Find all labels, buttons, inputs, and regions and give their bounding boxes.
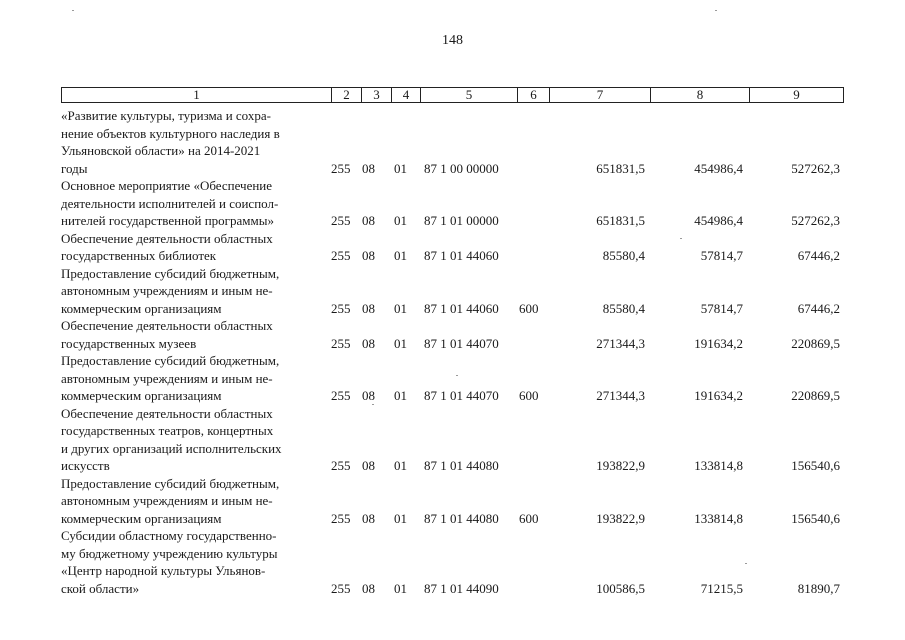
cell-col-3: 08	[362, 580, 375, 596]
header-col-5: 5	[421, 88, 518, 102]
cell-col-6: 600	[519, 510, 539, 526]
row-description	[61, 177, 323, 230]
cell-col-5: 87 1 01 00000	[424, 213, 499, 228]
cell-col-9: 527262,3	[791, 213, 840, 228]
cell-col-8: 57814,7	[700, 248, 743, 263]
description-line: годы	[61, 160, 88, 176]
row-description	[61, 405, 323, 475]
description-line: Обеспечение деятельности областных	[61, 405, 273, 421]
scan-speck	[372, 404, 374, 405]
cell-col-7: 651831,5	[596, 160, 645, 176]
header-col-4: 4	[392, 88, 421, 102]
cell-col-8: 57814,7	[700, 300, 743, 316]
header-col-9: 9	[793, 87, 800, 102]
cell-col-9: 527262,3	[791, 160, 840, 176]
cell-col-7: 193822,9	[596, 510, 645, 526]
cell-col-7: 271344,3	[596, 335, 645, 351]
cell-col-9: 156540,6	[791, 510, 840, 526]
cell-col-9: 220869,5	[791, 335, 840, 351]
description-line: нение объектов культурного наследия в	[61, 125, 280, 141]
cell-col-9: 81890,7	[797, 580, 840, 596]
cell-col-2: 255	[331, 213, 351, 228]
description-line: «Центр народной культуры Ульянов-	[61, 563, 266, 578]
header-col-3: 3	[362, 88, 392, 102]
table-row	[0, 317, 905, 352]
cell-col-5: 87 1 00 00000	[424, 160, 499, 176]
table-row	[0, 352, 905, 405]
cell-col-7: 85580,4	[602, 248, 645, 263]
cell-col-3: 08	[362, 510, 375, 526]
description-line: Обеспечение деятельности областных	[61, 230, 273, 246]
cell-col-4: 01	[394, 160, 407, 176]
page-number: 148	[442, 33, 463, 48]
header-col-6: 6	[518, 88, 550, 102]
cell-col-3: 08	[362, 160, 375, 176]
cell-col-5: 87 1 01 44070	[424, 335, 499, 351]
row-description	[61, 230, 323, 265]
cell-col-9: 67446,2	[797, 300, 840, 316]
cell-col-2: 255	[331, 510, 351, 526]
cell-col-4: 01	[394, 335, 407, 351]
description-line: Субсидии областному государственно-	[61, 528, 277, 543]
cell-col-3: 08	[362, 388, 375, 403]
description-line: Предоставление субсидий бюджетным,	[61, 353, 280, 368]
scan-speck	[456, 375, 458, 376]
cell-col-3: 08	[362, 458, 375, 473]
description-line: автономным учреждениям и иным не-	[61, 370, 273, 386]
cell-col-8: 191634,2	[694, 388, 743, 403]
description-line: коммерческим организациям	[61, 510, 222, 526]
row-description	[61, 527, 323, 597]
row-description	[61, 265, 323, 318]
cell-col-8: 133814,8	[694, 458, 743, 473]
header-col-7: 7	[550, 88, 651, 102]
table-row	[0, 107, 905, 177]
cell-col-5: 87 1 01 44070	[424, 388, 499, 403]
cell-col-2: 255	[331, 335, 351, 351]
cell-col-4: 01	[394, 248, 407, 263]
cell-col-6: 600	[519, 300, 539, 316]
cell-col-8: 133814,8	[694, 510, 743, 526]
table-row	[0, 265, 905, 318]
table-row	[0, 475, 905, 528]
cell-col-8: 454986,4	[694, 160, 743, 176]
cell-col-3: 08	[362, 300, 375, 316]
table-row	[0, 177, 905, 230]
row-description	[61, 317, 323, 352]
description-line: деятельности исполнителей и соиспол-	[61, 195, 279, 211]
table-header	[61, 87, 844, 103]
table-row	[0, 405, 905, 475]
description-line: и других организаций исполнительских	[61, 440, 282, 456]
table-row	[0, 230, 905, 265]
cell-col-8: 71215,5	[700, 580, 743, 596]
description-line: ской области»	[61, 580, 140, 596]
cell-col-4: 01	[394, 300, 407, 316]
description-line: Основное мероприятие «Обеспечение	[61, 178, 273, 193]
cell-col-2: 255	[331, 580, 351, 596]
cell-col-5: 87 1 01 44060	[424, 248, 499, 263]
cell-col-9: 220869,5	[791, 388, 840, 403]
cell-col-5: 87 1 01 44060	[424, 300, 499, 316]
cell-col-2: 255	[331, 388, 351, 403]
cell-col-4: 01	[394, 388, 407, 403]
description-line: государственных музеев	[61, 335, 197, 351]
cell-col-2: 255	[331, 160, 351, 176]
cell-col-3: 08	[362, 248, 375, 263]
cell-col-3: 08	[362, 335, 375, 351]
cell-col-5: 87 1 01 44080	[424, 510, 499, 526]
row-description	[61, 352, 323, 405]
cell-col-5: 87 1 01 44090	[424, 580, 499, 596]
description-line: государственных библиотек	[61, 248, 217, 263]
cell-col-7: 85580,4	[602, 300, 645, 316]
cell-col-3: 08	[362, 213, 375, 228]
cell-col-4: 01	[394, 213, 407, 228]
description-line: государственных театров, концертных	[61, 423, 274, 438]
description-line: Обеспечение деятельности областных	[61, 318, 273, 333]
description-line: му бюджетному учреждению культуры	[61, 545, 278, 561]
scan-speck	[715, 10, 717, 11]
scan-speck	[72, 10, 74, 11]
cell-col-7: 651831,5	[596, 213, 645, 228]
description-line: «Развитие культуры, туризма и сохра-	[61, 108, 271, 123]
description-line: Предоставление субсидий бюджетным,	[61, 265, 280, 281]
description-line: Предоставление субсидий бюджетным,	[61, 475, 280, 491]
description-line: коммерческим организациям	[61, 300, 222, 316]
cell-col-9: 156540,6	[791, 458, 840, 473]
cell-col-7: 271344,3	[596, 388, 645, 403]
description-line: коммерческим организациям	[61, 388, 222, 403]
cell-col-6: 600	[519, 388, 539, 403]
cell-col-2: 255	[331, 300, 351, 316]
scan-speck	[745, 563, 747, 564]
cell-col-8: 454986,4	[694, 213, 743, 228]
row-description	[61, 475, 323, 528]
cell-col-7: 100586,5	[596, 580, 645, 596]
cell-col-7: 193822,9	[596, 458, 645, 473]
table-row	[0, 527, 905, 597]
cell-col-9: 67446,2	[797, 248, 840, 263]
cell-col-2: 255	[331, 458, 351, 473]
scan-speck	[680, 238, 682, 239]
cell-col-5: 87 1 01 44080	[424, 458, 499, 473]
cell-col-4: 01	[394, 580, 407, 596]
description-line: автономным учреждениям и иным не-	[61, 493, 273, 508]
header-col-1: 1	[62, 88, 332, 102]
cell-col-4: 01	[394, 510, 407, 526]
description-line: нителей государственной программы»	[61, 213, 274, 228]
header-col-8: 8	[651, 88, 750, 102]
description-line: автономным учреждениям и иным не-	[61, 283, 273, 298]
cell-col-8: 191634,2	[694, 335, 743, 351]
header-col-2: 2	[332, 88, 362, 102]
cell-col-2: 255	[331, 248, 351, 263]
row-description	[61, 107, 323, 177]
cell-col-4: 01	[394, 458, 407, 473]
description-line: Ульяновской области» на 2014-2021	[61, 143, 261, 158]
description-line: искусств	[61, 458, 110, 473]
